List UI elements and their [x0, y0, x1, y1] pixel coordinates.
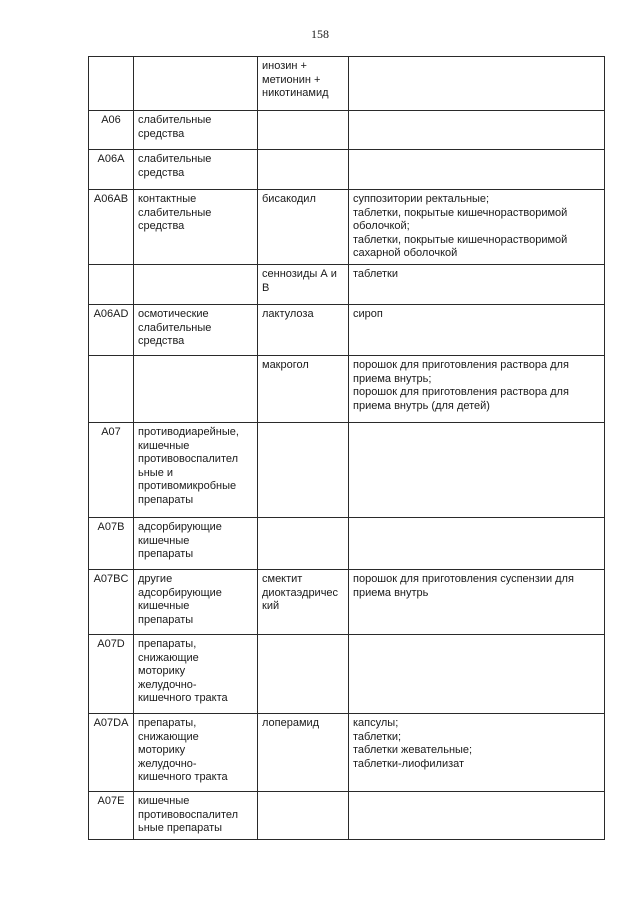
- group-line: ьные препараты: [138, 822, 223, 835]
- table-row: [89, 713, 605, 791]
- drug-line: бисакодил: [262, 193, 316, 205]
- forms-cell: [349, 517, 605, 569]
- group-line: желудочно-: [138, 678, 197, 691]
- forms-line: порошок для приготовления суспензии для: [353, 572, 574, 585]
- group-cell: [134, 150, 258, 190]
- forms-cell: [349, 150, 605, 190]
- drug-line: макрогол: [262, 358, 309, 371]
- group-line: кишечные: [138, 600, 190, 613]
- code-cell: A06A: [89, 150, 134, 190]
- forms-cell: [349, 634, 605, 713]
- drug-cell: [258, 111, 349, 150]
- group-line: моторику: [138, 744, 186, 757]
- forms-line: таблетки;: [353, 730, 402, 743]
- table-body: [89, 57, 605, 840]
- group-line: моторику: [138, 665, 186, 678]
- group-cell: [134, 304, 258, 355]
- group-line: контактные: [138, 193, 197, 205]
- group-cell: [134, 111, 258, 150]
- table-row: [89, 150, 605, 190]
- drug-cell: [258, 517, 349, 569]
- group-line: препараты,: [138, 716, 197, 729]
- forms-line: приема внутрь: [353, 586, 429, 599]
- forms-line: таблетки: [353, 267, 399, 280]
- group-line: кишечного тракта: [138, 771, 228, 784]
- drug-line: инозин +: [262, 60, 307, 72]
- drug-cell: [258, 264, 349, 304]
- forms-cell: [349, 422, 605, 517]
- drug-cell: [258, 634, 349, 713]
- forms-line: сироп: [353, 307, 383, 320]
- forms-cell: [349, 791, 605, 839]
- code-cell: A06: [89, 111, 134, 150]
- drug-cell: [258, 791, 349, 839]
- group-cell: [134, 355, 258, 422]
- group-line: снижающие: [138, 651, 199, 664]
- group-line: желудочно-: [138, 757, 197, 770]
- group-line: снижающие: [138, 730, 199, 743]
- code-cell: A07E: [89, 791, 134, 839]
- group-line: кишечные: [138, 534, 190, 547]
- group-line: противовоспалител: [138, 453, 239, 466]
- drug-line: В: [262, 281, 270, 294]
- drug-cell: [258, 422, 349, 517]
- code-cell: [89, 355, 134, 422]
- code-cell: A07BC: [89, 569, 134, 634]
- table-row: [89, 355, 605, 422]
- forms-line: оболочкой;: [353, 220, 410, 233]
- group-cell: [134, 57, 258, 111]
- group-line: слабительные: [138, 114, 212, 126]
- group-line: адсорбирующие: [138, 586, 222, 599]
- drug-line: смектит: [262, 572, 303, 585]
- group-cell: [134, 517, 258, 569]
- drug-table: [88, 56, 605, 840]
- group-line: другие: [138, 572, 173, 585]
- code-cell: A06AD: [89, 304, 134, 355]
- table-row: [89, 264, 605, 304]
- forms-cell: [349, 111, 605, 150]
- group-line: кишечного тракта: [138, 692, 228, 705]
- forms-line: суппозитории ректальные;: [353, 193, 490, 205]
- group-line: слабительные: [138, 206, 212, 219]
- group-cell: [134, 713, 258, 791]
- table-row: [89, 517, 605, 569]
- table-row: [89, 791, 605, 839]
- forms-line: приема внутрь (для детей): [353, 399, 490, 412]
- forms-line: таблетки-лиофилизат: [353, 757, 465, 770]
- table-row: [89, 422, 605, 517]
- forms-line: сахарной оболочкой: [353, 247, 458, 260]
- page-number: 158: [311, 27, 329, 41]
- drug-line: сеннозиды А и: [262, 267, 337, 280]
- drug-line: кий: [262, 600, 280, 613]
- drug-line: лактулоза: [262, 307, 314, 320]
- forms-cell: [349, 713, 605, 791]
- code-cell: [89, 57, 134, 111]
- group-line: противовоспалител: [138, 808, 239, 821]
- drug-cell: [258, 569, 349, 634]
- code-cell: A07DA: [89, 713, 134, 791]
- group-cell: [134, 791, 258, 839]
- group-line: кишечные: [138, 439, 190, 452]
- group-line: адсорбирующие: [138, 520, 222, 533]
- group-cell: [134, 569, 258, 634]
- group-line: средства: [138, 220, 185, 233]
- code-cell: A07D: [89, 634, 134, 713]
- forms-line: порошок для приготовления раствора для: [353, 386, 569, 399]
- forms-cell: [349, 355, 605, 422]
- group-cell: [134, 264, 258, 304]
- group-line: препараты: [138, 548, 194, 561]
- forms-cell: [349, 190, 605, 265]
- drug-cell: [258, 355, 349, 422]
- forms-cell: [349, 304, 605, 355]
- code-cell: [89, 264, 134, 304]
- code-cell: A07B: [89, 517, 134, 569]
- drug-cell: [258, 57, 349, 111]
- drug-cell: [258, 190, 349, 265]
- forms-line: таблетки, покрытые кишечнорастворимой: [353, 206, 568, 219]
- group-cell: [134, 634, 258, 713]
- group-line: средства: [138, 335, 185, 348]
- forms-line: таблетки, покрытые кишечнорастворимой: [353, 233, 568, 246]
- table-row: [89, 57, 605, 111]
- drug-cell: [258, 713, 349, 791]
- drug-line: диоктаэдричес: [262, 586, 339, 599]
- table-row: [89, 304, 605, 355]
- drug-cell: [258, 304, 349, 355]
- group-cell: [134, 190, 258, 265]
- table-row: [89, 569, 605, 634]
- group-line: препараты: [138, 493, 194, 506]
- table-row: [89, 190, 605, 265]
- code-cell: A06AB: [89, 190, 134, 265]
- group-line: ьные и: [138, 466, 174, 479]
- group-line: препараты: [138, 613, 194, 626]
- group-line: средства: [138, 166, 185, 179]
- forms-line: приема внутрь;: [353, 372, 432, 385]
- group-line: противодиарейные,: [138, 425, 239, 438]
- group-cell: [134, 422, 258, 517]
- group-line: слабительные: [138, 321, 212, 334]
- code-cell: A07: [89, 422, 134, 517]
- table-row: [89, 634, 605, 713]
- group-line: кишечные: [138, 794, 190, 807]
- drug-cell: [258, 150, 349, 190]
- forms-line: капсулы;: [353, 716, 399, 729]
- forms-line: порошок для приготовления раствора для: [353, 358, 569, 371]
- forms-line: таблетки жевательные;: [353, 744, 473, 757]
- drug-line: лоперамид: [262, 716, 320, 729]
- forms-cell: [349, 264, 605, 304]
- drug-line: метионин +: [262, 73, 321, 86]
- forms-cell: [349, 569, 605, 634]
- drug-line: никотинамид: [262, 87, 329, 100]
- table-row: [89, 111, 605, 150]
- group-line: противомикробные: [138, 480, 237, 493]
- group-line: осмотические: [138, 307, 209, 320]
- group-line: средства: [138, 127, 185, 140]
- group-line: препараты,: [138, 637, 197, 650]
- forms-cell: [349, 57, 605, 111]
- group-line: слабительные: [138, 153, 212, 165]
